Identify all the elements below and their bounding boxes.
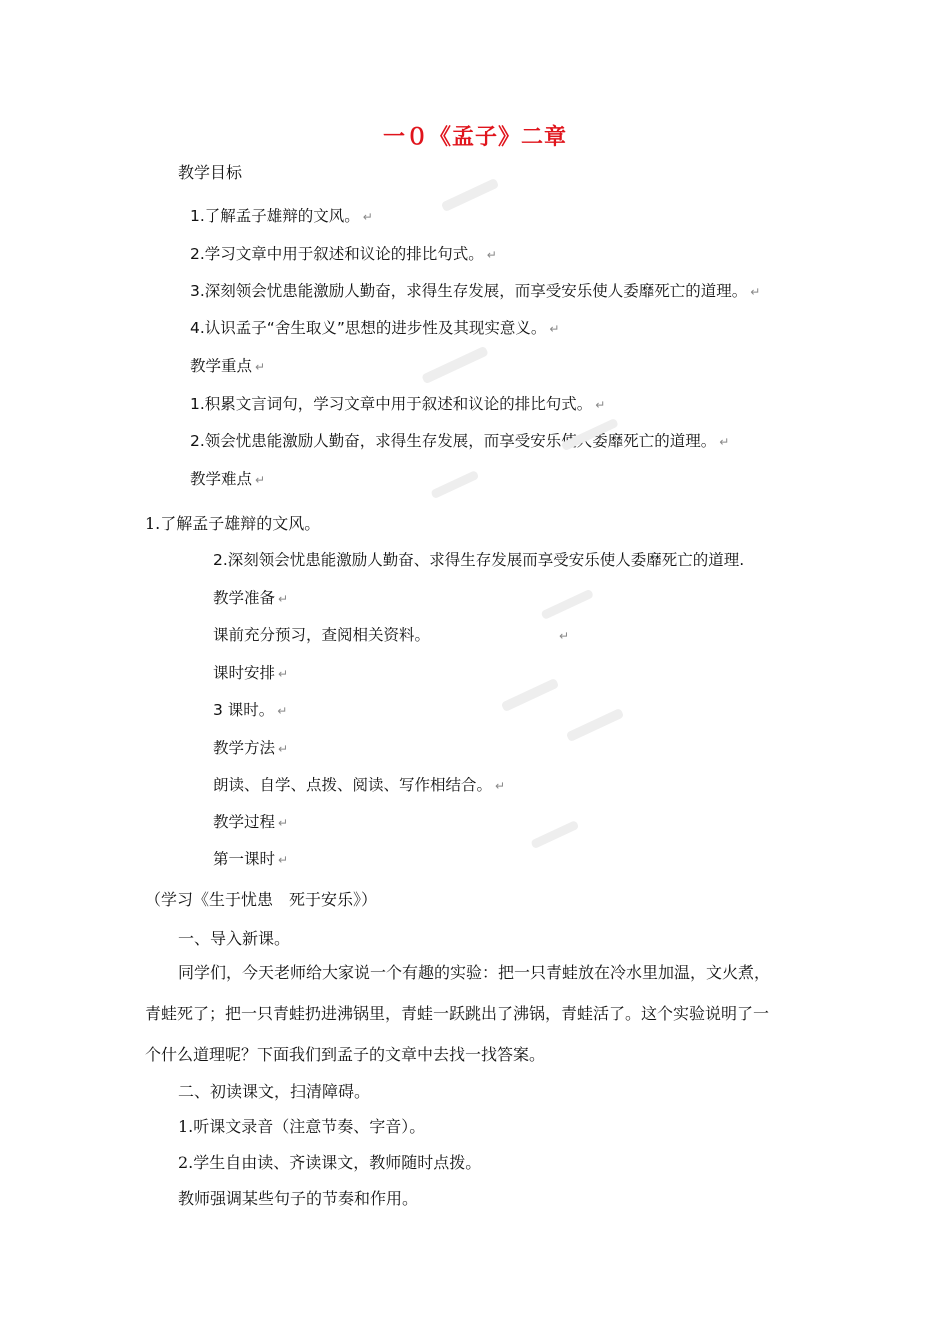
paragraph-mark-icon: ↵ [719,435,730,449]
paragraph-mark-icon: ↵ [595,398,606,412]
paragraph-mark-icon: ↵ [278,816,289,830]
paragraph-mark-icon: ↵ [559,629,570,643]
schedule-heading: 课时安排 ↵ [213,664,289,682]
step-2-item-1: 1.听课文录音（注意节奏、字音）。 [178,1117,426,1136]
goals-heading: 教学目标 [178,163,243,182]
paragraph-mark-icon: ↵ [362,210,373,224]
intro-line-1: 同学们，今天老师给大家说一个有趣的实验：把一只青蛙放在冷水里加温，文火煮， [178,963,771,982]
document-title: 一０《孟子》二章 [382,125,567,150]
goal-item-3: 3.深刻领会忧患能激励人勤奋，求得生存发展，而享受安乐使人委靡死亡的道理。 ↵ [190,282,761,300]
step-1-heading: 一、导入新课。 [178,929,291,948]
difficult-item-1: 1.了解孟子雄辩的文风。 [145,514,321,533]
goal-item-1: 1.了解孟子雄辩的文风。 ↵ [190,207,373,225]
paragraph-mark-icon: ↵ [278,742,289,756]
key-heading: 教学重点 ↵ [190,357,266,375]
prep-heading: 教学准备 ↵ [213,589,289,607]
step-2-item-2: 2.学生自由读、齐读课文，教师随时点拨。 [178,1153,482,1172]
process-heading: 教学过程 ↵ [213,813,289,831]
paragraph-mark-icon: ↵ [495,779,506,793]
lesson-heading: 第一课时 ↵ [213,850,289,868]
lesson-subtitle: （学习《生于忧患 死于安乐》） [145,890,378,909]
key-item-2: 2.领会忧患能激励人勤奋，求得生存发展，而享受安乐使人委靡死亡的道理。 ↵ [190,432,730,450]
paragraph-mark-icon: ↵ [255,360,266,374]
goal-item-2: 2.学习文章中用于叙述和议论的排比句式。 ↵ [190,245,497,263]
method-text: 朗读、自学、点拨、阅读、写作相结合。 ↵ [213,776,506,794]
key-item-1: 1.积累文言词句，学习文章中用于叙述和议论的排比句式。 ↵ [190,395,606,413]
step-2-item-3: 教师强调某些句子的节奏和作用。 [178,1189,419,1208]
paragraph-mark-icon: ↵ [750,285,761,299]
difficult-heading: 教学难点 ↵ [190,470,266,488]
difficult-item-2: 2.深刻领会忧患能激励人勤奋、求得生存发展而享受安乐使人委靡死亡的道理. [213,551,745,569]
paragraph-mark-icon: ↵ [278,592,289,606]
intro-line-3: 个什么道理呢？下面我们到孟子的文章中去找一找答案。 [145,1045,546,1064]
paragraph-mark-icon: ↵ [277,704,288,718]
schedule-text: 3 课时。 ↵ [213,701,288,719]
method-heading: 教学方法 ↵ [213,739,289,757]
paragraph-mark-icon: ↵ [486,248,497,262]
paragraph-mark-icon: ↵ [278,667,289,681]
paragraph-mark-icon: ↵ [278,853,289,867]
intro-line-2: 青蛙死了；把一只青蛙扔进沸锅里，青蛙一跃跳出了沸锅，青蛙活了。这个实验说明了一 [145,1004,770,1023]
paragraph-mark-icon: ↵ [549,322,560,336]
prep-text: 课前充分预习，查阅相关资料。 [213,626,431,644]
step-2-heading: 二、初读课文，扫清障碍。 [178,1082,371,1101]
paragraph-mark-icon: ↵ [255,473,266,487]
goal-item-4: 4.认识孟子“舍生取义”思想的进步性及其现实意义。 ↵ [190,319,560,337]
